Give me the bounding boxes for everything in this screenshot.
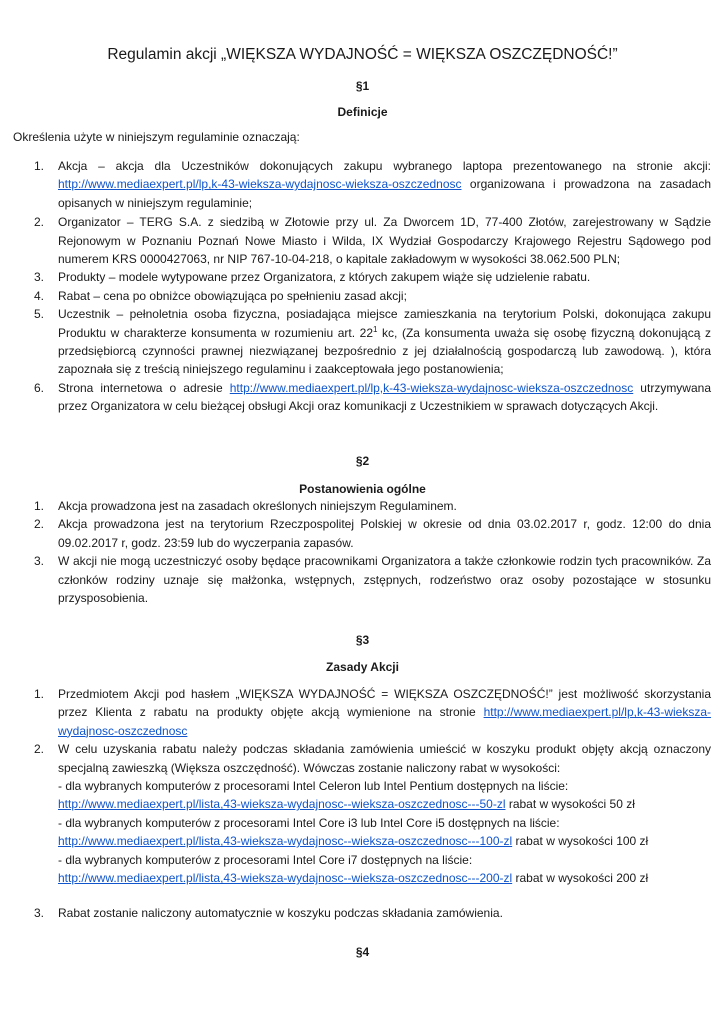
list-item: 1. Akcja prowadzona jest na zasadach określonych niniejszym Regulaminem. — [34, 499, 457, 513]
tier-50-row: http://www.mediaexpert.pl/lista,43-wieksza-wydajnosc--wieksza-oszczednosc---50-zl rabat w wysokości 50 zł — [58, 797, 635, 812]
tier-200-desc: - dla wybranych komputerów z procesorami Intel Core i7 dostępnych na liście: — [58, 852, 473, 867]
tier-100-link[interactable]: http://www.mediaexpert.pl/lista,43-wieksza-wydajnosc--wieksza-oszczednosc---100-zl — [58, 834, 513, 849]
section-4-heading: §4 — [355, 945, 370, 959]
tier-200-link[interactable]: http://www.mediaexpert.pl/lista,43-wieksza-wydajnosc--wieksza-oszczednosc---200-zl — [58, 871, 513, 886]
section-2-subheading: Postanowienia ogólne — [299, 482, 426, 496]
list-item: 4. Rabat – cena po obniżce obowiązująca po spełnieniu zasad akcji; — [34, 288, 407, 303]
document-title: Regulamin akcji „WIĘKSZA WYDAJNOŚĆ = WIĘKSZA OSZCZĘDNOŚĆ!” — [107, 46, 618, 63]
tier-50-desc: - dla wybranych komputerów z procesorami Intel Celeron lub Intel Pentium dostępnych na liście: — [58, 779, 569, 794]
definitions-list — [0, 157, 725, 416]
section-1-heading: §1 — [355, 79, 370, 93]
section-1-subheading: Definicje — [337, 105, 388, 119]
action-rules-list — [0, 685, 725, 923]
tier-100-row: http://www.mediaexpert.pl/lista,43-wieksza-wydajnosc--wieksza-oszczednosc---100-zl rabat w wysokości 100 zł — [58, 834, 649, 849]
tier-200-row: http://www.mediaexpert.pl/lista,43-wieksza-wydajnosc--wieksza-oszczednosc---200-zl rabat w wysokości 200 zł — [58, 871, 649, 886]
section-3-subheading: Zasady Akcji — [326, 660, 399, 674]
products-page-link[interactable]: http://www.mediaexpert.pl/lp,k-43-wieksza-wydajnosc-oszczednosc — [58, 705, 711, 738]
list-item: 3. Produkty – modele wytypowane przez Organizatora, z których zakupem wiąże się udzielenie rabatu. — [34, 270, 591, 285]
action-page-link[interactable]: http://www.mediaexpert.pl/lp,k-43-wieksza-wydajnosc-wieksza-oszczednosc — [58, 177, 462, 192]
list-item: 1. Przedmiotem Akcji pod hasłem „WIĘKSZA WYDAJNOŚĆ = WIĘKSZA OSZCZĘDNOŚĆ!” jest możliwość skorzystania przez Klienta z rabatu na produkty objęte akcją wymienione na stronie http://www.mediaexpert.pl/lp,k-43-wieksza-wydajnosc-oszczednosc — [34, 687, 711, 738]
list-item: 2. Organizator – TERG S.A. z siedzibą w Złotowie przy ul. Za Dworcem 1D, 77-400 Złotów, zarejestrowany w Sądzie Rejonowym w Poznaniu Poznań Nowe Miasto i Wilda, IX Wydział Gospodarczy Krajowego Rejestru Sądowego pod numerem KRS 0000427063, nr NIP 767-10-04-218, o kapitale zakładowym w wysokości 38.062.500 PLN; — [34, 215, 711, 267]
list-item: 2. W celu uzyskania rabatu należy podczas składania zamówienia umieścić w koszyku produkt objęty akcją oznaczony specjalną zawieszką (Większa oszczędność). Wówczas zostanie naliczony rabat w wysokości: - dla wybranych komputerów z procesorami Intel Celeron lub Intel Pentium dostępnych na liście: http://www.mediaexpert.pl/lista,43-wieksza-wydajnosc--wieksza-oszczednosc---50-zl rabat w wysokości 50 zł - dla wybranych komputerów z procesorami Intel Core i3 lub Intel Core i5 dostępnych na liście: http://www.mediaexpert.pl/lista,43-wieksza-wydajnosc--wieksza-oszczednosc---100-zl rabat w wysokości 100 zł - dla wybranych komputerów z procesorami Intel Core i7 dostępnych na liście: http://www.mediaexpert.pl/lista,43-wieksza-wydajnosc--wieksza-oszczednosc---200-zl rabat w wysokości 200 zł — [0, 740, 725, 887]
tier-50-link[interactable]: http://www.mediaexpert.pl/lista,43-wieksza-wydajnosc--wieksza-oszczednosc---50-zl — [58, 797, 506, 812]
list-item: 5. Uczestnik – pełnoletnia osoba fizyczna, posiadająca miejsce zamieszkania na terytorium Polski, dokonująca zakupu Produktu w charakterze konsumenta w rozumieniu art. $22^1$ kc, (Za konsumenta uważa się osobę fizyczną dokonującą z przedsiębiorcą czynności prawnej niezwiązanej bezpośrednio z jej działalnością gospodarczą lub zawodową. ), która zapoznała się z treścią niniejszego regulaminu i zaakceptowała jego postanowienia; — [34, 307, 711, 377]
list-item: 6. Strona internetowa o adresie http://www.mediaexpert.pl/lp,k-43-wieksza-wydajnosc-wieksza-oszczednosc utrzymywana przez Organizatora w celu bieżącej obsługi Akcji oraz komunikacji z Uczestnikiem w sprawach dotyczących Akcji. — [34, 380, 711, 414]
tier-100-desc: - dla wybranych komputerów z procesorami Intel Core i3 lub Intel Core i5 dostępnych na liście: — [58, 815, 560, 830]
list-item: 1. Akcja – akcja dla Uczestników dokonujących zakupu wybranego laptopa prezentowanego na stronie akcji: http://www.mediaexpert.pl/lp,k-43-wieksza-wydajnosc-wieksza-oszczednosc organizowana i prowadzona na zasadach opisanych w niniejszym regulaminie; — [34, 159, 711, 210]
list-item: 3. W akcji nie mogą uczestniczyć osoby będące pracownikami Organizatora a także członkowie rodzin tych pracowników. Za członków rodziny uznaje się małżonka, wstępnych, zstępnych, rodzeństwo oraz osoby pozostające w stosunku przysposobienia. — [34, 554, 711, 606]
general-provisions-list — [0, 497, 725, 607]
website-link[interactable]: http://www.mediaexpert.pl/lp,k-43-wieksza-wydajnosc-wieksza-oszczednosc — [229, 380, 634, 395]
section-3-heading: §3 — [355, 633, 370, 647]
section-1-intro: Określenia użyte w niniejszym regulaminie oznaczają: — [13, 130, 300, 144]
list-item: 2. Akcja prowadzona jest na terytorium Rzeczpospolitej Polskiej w okresie od dnia 03.02.2017 r, godz. 12:00 do dnia 09.02.2017 r, godz. 23:59 lub do wyczerpania zapasów. — [34, 517, 711, 550]
list-item: 3. Rabat zostanie naliczony automatycznie w koszyku podczas składania zamówienia. — [34, 906, 503, 921]
section-2-heading: §2 — [355, 454, 370, 468]
